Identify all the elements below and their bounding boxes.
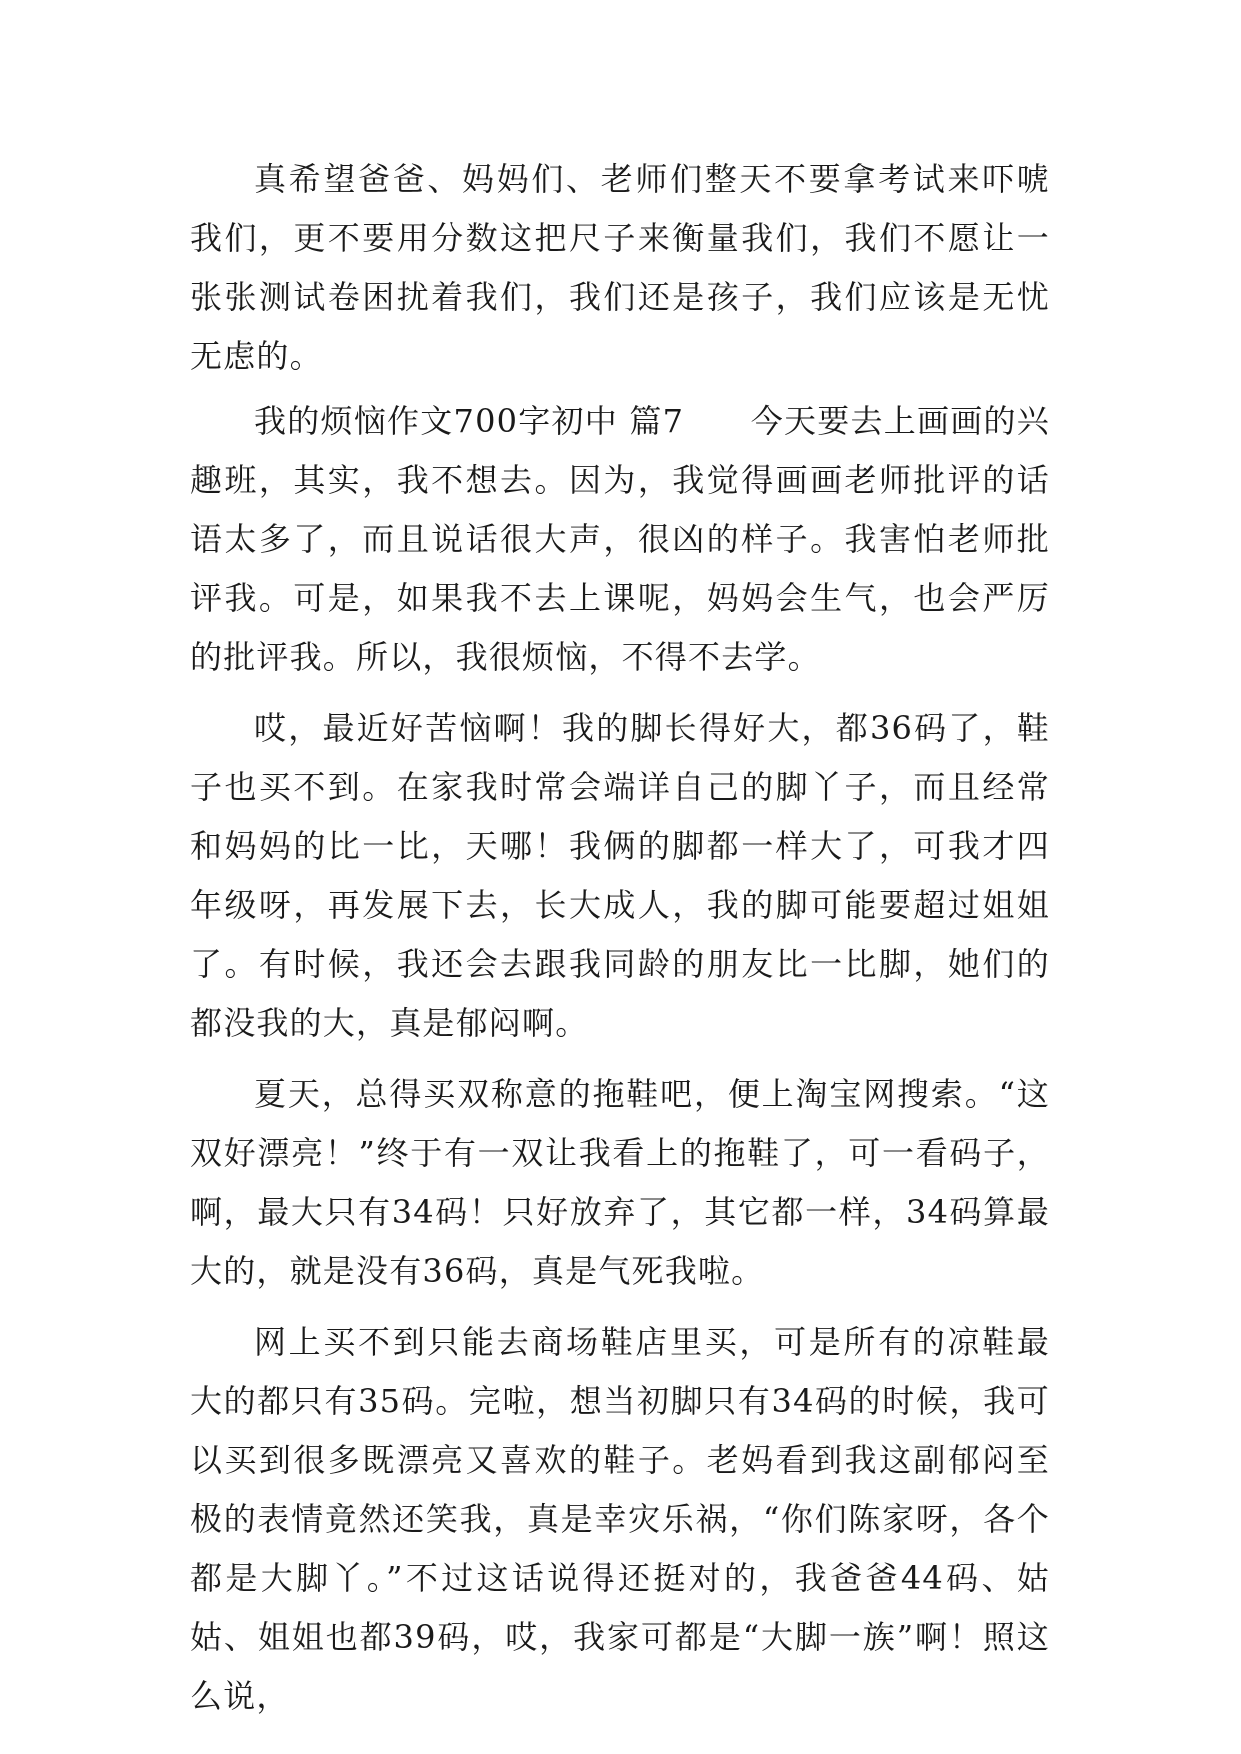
paragraph-1: 真希望爸爸、妈妈们、老师们整天不要拿考试来吓唬我们，更不要用分数这把尺子来衡量我们，我们不愿让一张张测试卷困扰着我们，我们还是孩子，我们应该是无忧无虑的。 xyxy=(190,160,1050,375)
paragraph-3: 哎，最近好苦恼啊！我的脚长得好大，都36码了，鞋子也买不到。在家我时常会端详自己的脚丫子，而且经常和妈妈的比一比，天哪！我俩的脚都一样大了，可我才四年级呀，再发展下去，长大成人，我的脚可能要超过姐姐了。有时候，我还会去跟我同龄的朋友比一比脚，她们的都没我的大，真是郁闷啊。 xyxy=(190,709,1050,1042)
article-body xyxy=(190,150,1050,1726)
paragraph-4: 夏天，总得买双称意的拖鞋吧，便上淘宝网搜索。“这双好漂亮！”终于有一双让我看上的拖鞋了，可一看码子，啊，最大只有34码！只好放弃了，其它都一样，34码算最大的，就是没有36码，真是气死我啦。 xyxy=(190,1075,1050,1290)
paragraph-5: 网上买不到只能去商场鞋店里买，可是所有的凉鞋最大的都只有35码。完啦，想当初脚只有34码的时候，我可以买到很多既漂亮又喜欢的鞋子。老妈看到我这副郁闷至极的表情竟然还笑我，真是幸灾乐祸，“你们陈家呀，各个都是大脚丫。”不过这话说得还挺对的，我爸爸44码、姑姑、姐姐也都39码，哎，我家可都是“大脚一族”啊！照这么说， xyxy=(190,1323,1050,1715)
paragraph-2: 我的烦恼作文700字初中 篇7 今天要去上画画的兴趣班，其实，我不想去。因为，我觉得画画老师批评的话语太多了，而且说话很大声，很凶的样子。我害怕老师批评我。可是，如果我不去上课呢，妈妈会生气，也会严厉的批评我。所以，我很烦恼，不得不去学。 xyxy=(190,402,1050,676)
